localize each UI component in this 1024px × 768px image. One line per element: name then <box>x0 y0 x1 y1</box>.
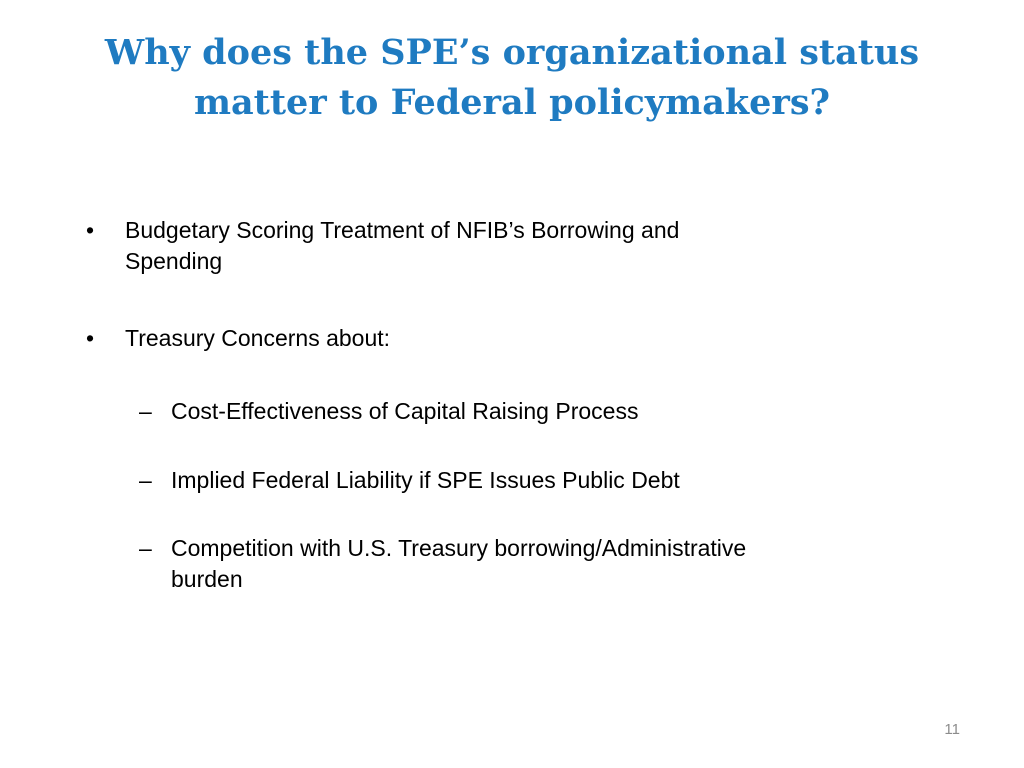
sub-bullet-text-line-1: Competition with U.S. Treasury borrowing/Administrative <box>171 535 747 561</box>
slide-title-line-1: Why does the SPE’s organizational status <box>104 32 920 73</box>
sub-bullet-marker: – <box>139 467 152 493</box>
sub-bullet-text-line-2: burden <box>171 566 243 592</box>
bullet-marker: • <box>86 217 95 243</box>
bullet-text <box>125 215 825 277</box>
slide-title-line-2: matter to Federal policymakers? <box>193 82 831 123</box>
sub-bullet-marker: – <box>139 535 152 561</box>
bullet-text: Treasury Concerns about: <box>125 325 391 351</box>
bullet-text-line-1: Budgetary Scoring Treatment of NFIB’s Borrowing and <box>125 217 680 243</box>
bullet-text-line-2: Spending <box>125 248 223 274</box>
bullet-marker: • <box>86 325 95 351</box>
page-number: 11 <box>944 721 960 738</box>
sub-bullet-marker: – <box>139 398 152 424</box>
sub-bullet-text <box>171 533 911 595</box>
sub-bullet-text: Implied Federal Liability if SPE Issues Public Debt <box>171 467 680 493</box>
sub-bullet-text: Cost-Effectiveness of Capital Raising Process <box>171 398 639 424</box>
